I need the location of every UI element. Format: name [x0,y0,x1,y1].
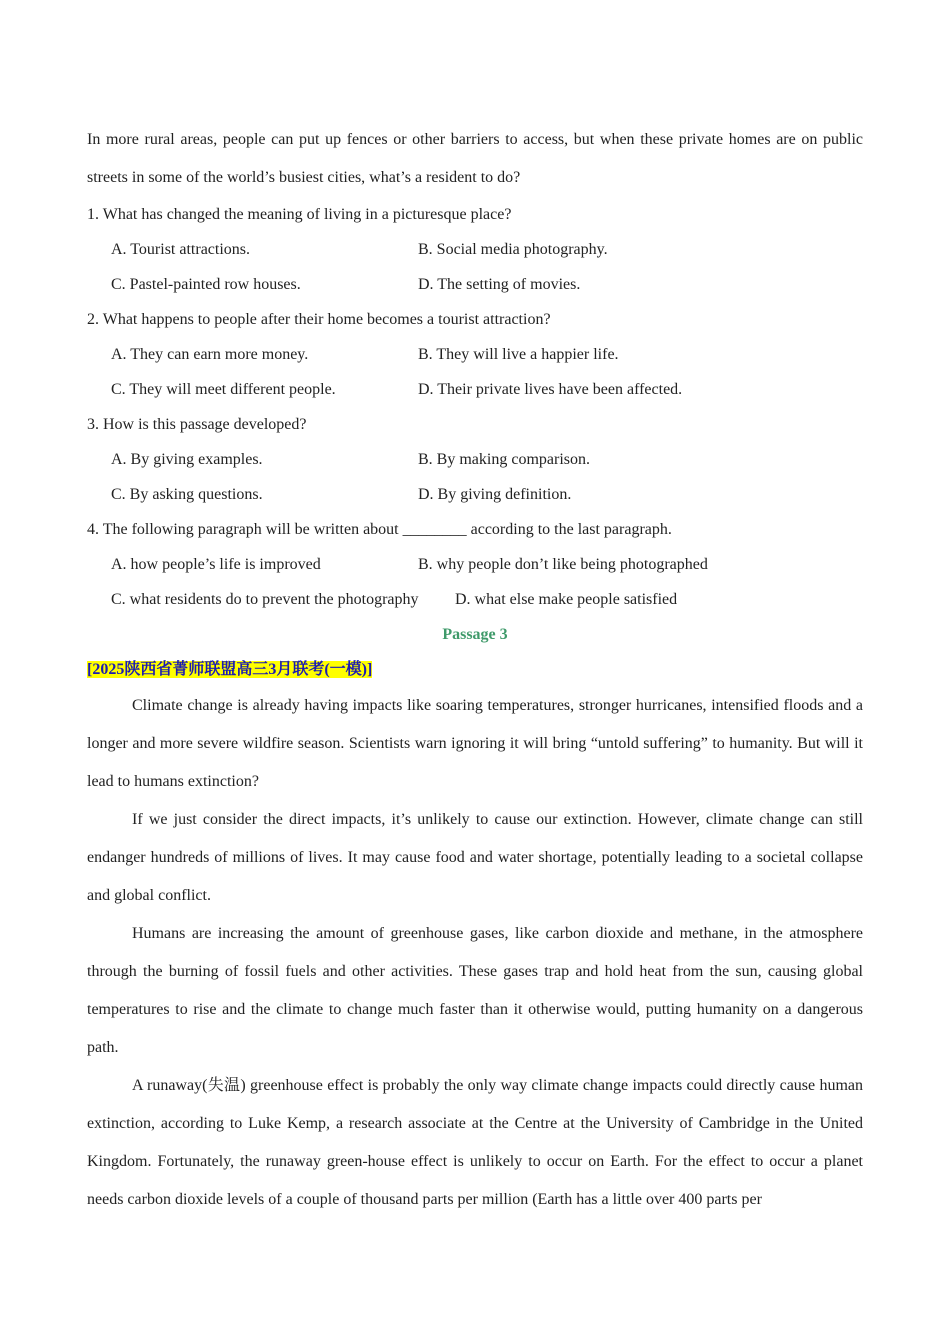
passage-paragraph-3: Humans are increasing the amount of greenhouse gases, like carbon dioxide and methane, in the atmosphere through the burning of fossil fuels and other activities. These gases trap and hold heat from the sun, causing global temperatures to rise and the climate to change much faster than it otherwise would, putting humanity on a dangerous path. [87,925,863,1056]
option-d: D. By giving definition. [418,486,572,503]
options-row [87,372,863,407]
passage-title: Passage 3 [442,626,508,643]
options-row [87,477,863,512]
question-stem: 2. What happens to people after their home becomes a tourist attraction? [87,311,551,328]
option-c: C. what residents do to prevent the photography [111,591,419,608]
question-3 [87,407,863,512]
option-d: D. The setting of movies. [418,276,581,293]
option-c: C. They will meet different people. [111,381,336,398]
option-c: C. By asking questions. [111,486,263,503]
option-a: A. They can earn more money. [111,346,309,363]
options-row [87,267,863,302]
options-row [87,232,863,267]
question-stem: 1. What has changed the meaning of living in a picturesque place? [87,206,512,223]
option-d: D. what else make people satisfied [455,591,678,608]
question-2 [87,302,863,407]
source-tag: [2025陕西省菁师联盟高三3月联考(一模)] [87,661,373,678]
question-4 [87,512,863,617]
option-b: B. They will live a happier life. [418,346,619,363]
option-d: D. Their private lives have been affected. [418,381,683,398]
question-stem: 3. How is this passage developed? [87,416,307,433]
option-c: C. Pastel-painted row houses. [111,276,301,293]
source-line [87,652,863,687]
option-a: A. Tourist attractions. [111,241,251,258]
passage-paragraph-1: Climate change is already having impacts like soaring temperatures, stronger hurricanes, intensified floods and a longer and more severe wildfire season. Scientists warn ignoring it will bring “untold suffering” to humanity. But will it lead to humans extinction? [87,697,863,790]
option-b: B. why people don’t like being photographed [418,556,708,573]
intro-paragraph: In more rural areas, people can put up fences or other barriers to access, but when these private homes are on public streets in some of the world’s busiest cities, what’s a resident to do? [87,131,863,186]
options-row [87,442,863,477]
question-stem: 4. The following paragraph will be written about ________ according to the last paragraph. [87,521,672,538]
option-a: A. By giving examples. [111,451,263,468]
question-1 [87,197,863,302]
option-a: A. how people’s life is improved [111,556,321,573]
option-b: B. Social media photography. [418,241,608,258]
passage-paragraph-2: If we just consider the direct impacts, it’s unlikely to cause our extinction. However, climate change can still endanger hundreds of millions of lives. It may cause food and water shortage, potentially leading to a societal collapse and global conflict. [87,811,863,904]
option-b: B. By making comparison. [418,451,590,468]
options-row [87,337,863,372]
passage-paragraph-4: A runaway(失温) greenhouse effect is probably the only way climate change impacts could directly cause human extinction, according to Luke Kemp, a research associate at the Centre at the University of Cambridge in the United Kingdom. Fortunately, the runaway green-house effect is unlikely to occur on Earth. For the effect to occur a planet needs carbon dioxide levels of a couple of thousand parts per million (Earth has a little over 400 parts per [87,1077,863,1208]
document-content [87,121,863,1219]
options-row [87,582,863,617]
options-row [87,547,863,582]
